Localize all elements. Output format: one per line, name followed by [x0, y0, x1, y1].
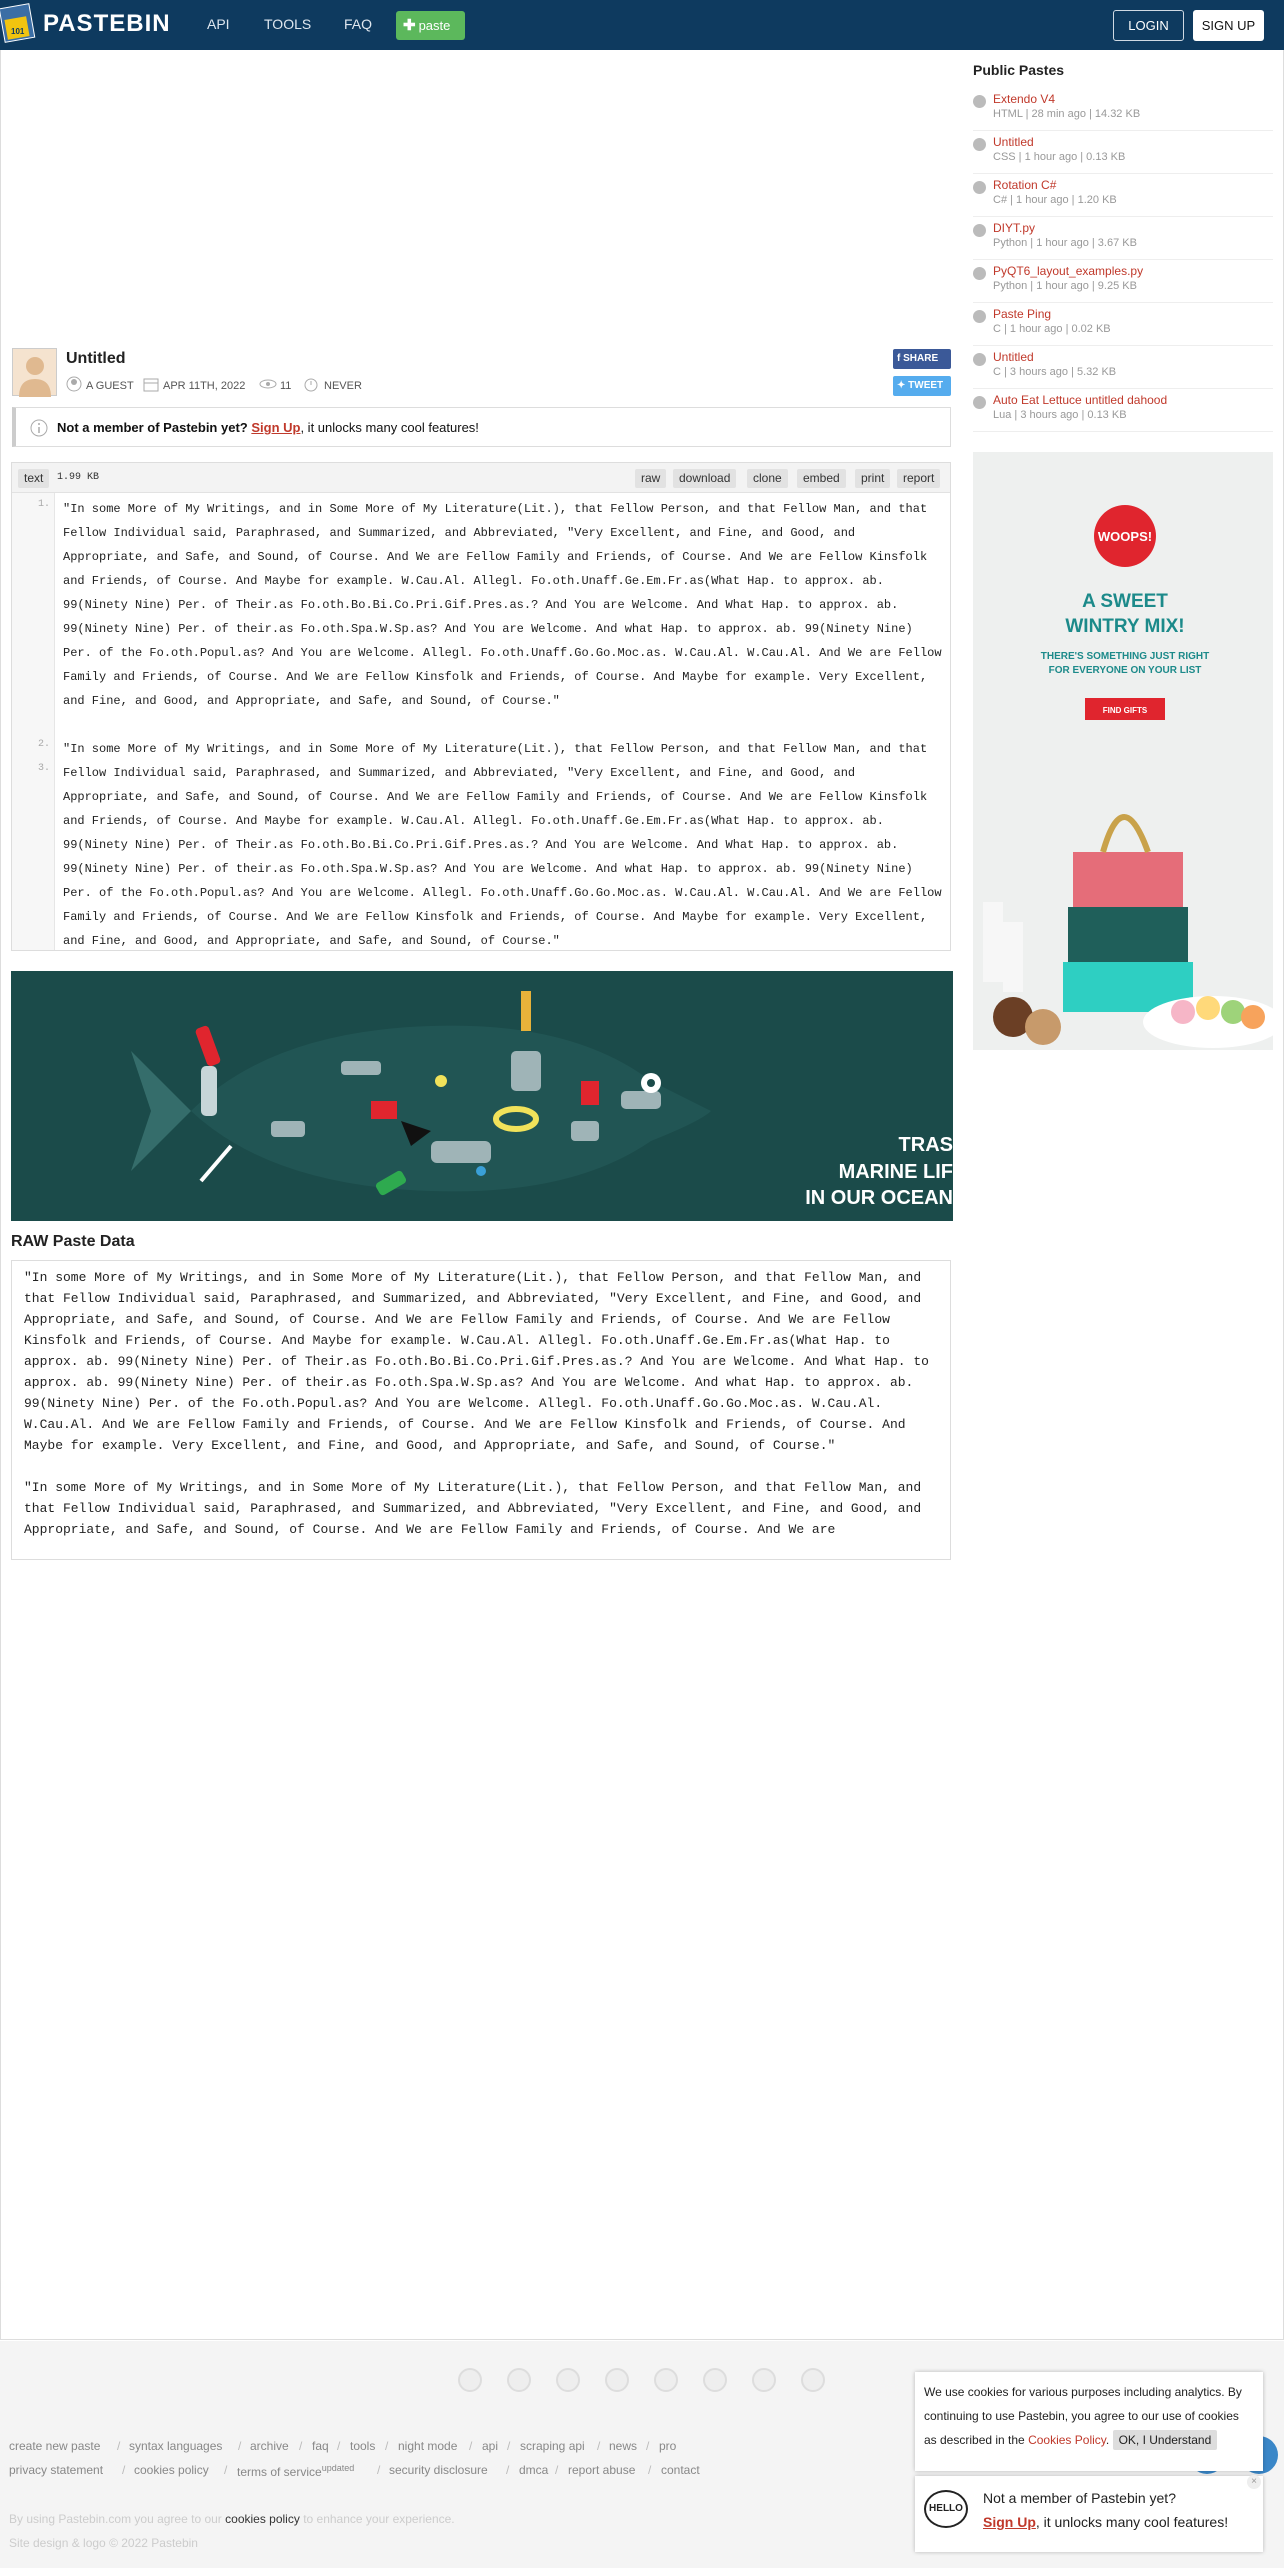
avatar-icon — [13, 349, 58, 397]
ios-app-icon[interactable] — [556, 2368, 580, 2392]
public-paste-name[interactable]: PyQT6_layout_examples.py — [993, 264, 1144, 278]
close-icon[interactable]: × — [1247, 2475, 1261, 2489]
updated-tag: updated — [321, 2463, 355, 2473]
public-paste-item[interactable] — [973, 88, 1273, 131]
svg-text:101: 101 — [11, 27, 25, 36]
raw-button[interactable]: raw — [635, 469, 666, 488]
public-pastes-heading: Public Pastes — [973, 62, 1065, 78]
tweet-label: TWEET — [908, 380, 944, 391]
raw-paste-heading: RAW Paste Data — [11, 1233, 135, 1250]
windows-app-icon[interactable] — [605, 2368, 629, 2392]
download-button[interactable]: download — [673, 469, 736, 488]
facebook-share-button[interactable] — [893, 349, 951, 369]
android-app-icon[interactable] — [654, 2368, 678, 2392]
footer-link-scraping-api[interactable]: scraping api — [520, 2439, 585, 2453]
info-icon — [30, 419, 48, 437]
public-paste-item[interactable] — [973, 303, 1273, 346]
calendar-icon — [143, 376, 159, 392]
ad-brand: WOOPS! — [1097, 529, 1153, 544]
code-line-1: "In some More of My Writings, and in Some More of My Literature(Lit.), that Fellow Person, and that Fellow Man, and that Fellow Individual said, Paraphrased, and Summarized, and Abbreviated, "Very Excellent, and Fine, and Good, and Appropriate, and Safe, and Sound, of Course. And We are Fellow Family and Friends, of Course. And We are Fellow Kinsfolk and Friends, of Course. And Maybe for example. W.Cau.Al. Allegl. Fo.oth.Unaff.Ge.Em.Fr.as(What Hap. to approx. ab. 99(Ninety Nine) Per. of Their.as Fo.oth.Bo.Bi.Co.Pri.Gif.Pres.as.? And You are Welcome. And What Hap. to approx. ab. 99(Ninety Nine) Per. of their.as Fo.oth.Spa.W.Sp.as? And You are Welcome. And what Hap. to approx. ab. 99(Ninety Nine) Per. of the Fo.oth.Popul.as? And You are Welcome. Allegl. Fo.oth.Unaff.Go.Go.Moc.as. W.Cau.Al. W.Cau.Al. And We are Fellow Family and Friends, of Course. And We are Fellow Kinsfolk and Friends, of Course. And Maybe for example. Very Excellent, and Fine, and Good, and Appropriate, and Safe, and Sound, of Course." — [63, 502, 949, 708]
agree-suffix: to enhance your experience. — [303, 2512, 455, 2526]
footer-separator: / — [377, 2463, 381, 2477]
public-paste-meta: C | 3 hours ago | 5.32 KB — [993, 366, 1117, 378]
footer-separator: / — [122, 2463, 126, 2477]
eye-icon — [259, 376, 277, 392]
member-popup-signup-line — [983, 2514, 1228, 2530]
footer-separator: / — [597, 2439, 601, 2453]
ad-headline-2: WINTRY MIX! — [1065, 616, 1185, 637]
agree-prefix: By using Pastebin.com you agree to our — [9, 2512, 222, 2526]
footer-link-archive[interactable]: archive — [250, 2439, 289, 2453]
raw-paste-text: "In some More of My Writings, and in Some More of My Literature(Lit.), that Fellow Person, and that Fellow Man, and that Fellow Individual said, Paraphrased, and Summarized, and Abbreviated, "Very Excellent, and Fine, and Good, and Appropriate, and Safe, and Sound, of Course. And We are Fellow Family and Friends, of Course. And We are Fellow Kinsfolk and Friends, of Course. And Maybe for example. W.Cau.Al. Allegl. Fo.oth.Unaff.Ge.Em.Fr.as(What Hap. to approx. ab. 99(Ninety Nine) Per. of Their.as Fo.oth.Bo.Bi.Co.Pri.Gif.Pres.as.? And You are Welcome. And What Hap. to approx. ab. 99(Ninety Nine) Per. of their.as Fo.oth.Spa.W.Sp.as? And You are Welcome. And what Hap. to approx. ab. 99(Ninety Nine) Per. of the Fo.oth.Popul.as? And You are Welcome. Allegl. Fo.oth.Unaff.Go.Go.Moc.as. W.Cau.Al. W.Cau.Al. And We are Fellow Family and Friends, of Course. And We are Fellow Kinsfolk and Friends, of Course. And Maybe for example. Very Excellent, and Fine, and Good, and Appropriate, and Safe, and Sound, of Course." "In some More of My Writings, and in Some More of My Literature(Lit.), that Fellow Person, and that Fellow Man, and that Fellow Individual said, Paraphrased, and Summarized, and Abbreviated, "Very Excellent, and Fine, and Good, and Appropriate, and Safe, and Sound, of Course. And We are Fellow Family and Friends, of Course. And We are — [24, 1270, 929, 1537]
banner-line-3: IN OUR OCEAN — [805, 1187, 953, 1209]
notice-bold: Not a member of Pastebin yet? — [57, 420, 248, 435]
site-name[interactable]: PASTEBIN — [43, 10, 171, 37]
footer-separator: / — [238, 2439, 242, 2453]
ad-sub-1: THERE'S SOMETHING JUST RIGHT — [1040, 651, 1210, 662]
cookie-consent-popup: We use cookies for various purposes including analytics. By continuing to use Pastebin, you agree to our use of cookies as described in the Cookies Policy. OK, I Understand — [915, 2372, 1263, 2471]
share-label: SHARE — [903, 353, 939, 364]
banner-line-1: TRAS — [898, 1134, 953, 1156]
agree-cookies-link[interactable]: cookies policy — [225, 2512, 300, 2526]
footer-link-api[interactable]: api — [482, 2439, 499, 2453]
footer-separator: / — [385, 2439, 389, 2453]
hello-speech-bubble-icon: HELLO — [924, 2490, 968, 2528]
public-paste-name[interactable]: Untitled — [993, 350, 1034, 364]
member-signup-popup — [915, 2476, 1263, 2552]
embed-button[interactable]: embed — [797, 469, 846, 488]
public-paste-name[interactable]: Rotation C# — [993, 178, 1057, 192]
public-paste-meta: C# | 1 hour ago | 1.20 KB — [993, 194, 1117, 206]
footer-copyright: Site design & logo © 2022 Pastebin — [9, 2536, 198, 2550]
globe-icon — [973, 396, 986, 409]
public-paste-item[interactable] — [973, 174, 1273, 217]
footer-link-faq[interactable]: faq — [312, 2439, 329, 2453]
trash-fish-illustration — [11, 971, 953, 1221]
globe-icon — [973, 353, 986, 366]
footer-link-tools[interactable]: tools — [350, 2439, 376, 2453]
footer-link-syntax-languages[interactable]: syntax languages — [129, 2439, 223, 2453]
member-popup-signup-link[interactable]: Sign Up — [983, 2514, 1036, 2530]
public-paste-name[interactable]: Paste Ping — [993, 307, 1052, 321]
sweets-ad-illustration — [973, 452, 1273, 1050]
code-line-3: "In some More of My Writings, and in Some More of My Literature(Lit.), that Fellow Person, and that Fellow Man, and that Fellow Individual said, Paraphrased, and Summarized, and Abbreviated, "Very Excellent, and Fine, and Good, and Appropriate, and Safe, and Sound, of Course. And We are Fellow Family and Friends, of Course. And We are Fellow Kinsfolk and Friends, of Course. And Maybe for example. W.Cau.Al. Allegl. Fo.oth.Unaff.Ge.Em.Fr.as(What Hap. to approx. ab. 99(Ninety Nine) Per. of Their.as Fo.oth.Bo.Bi.Co.Pri.Gif.Pres.as.? And You are Welcome. And What Hap. to approx. ab. 99(Ninety Nine) Per. of their.as Fo.oth.Spa.W.Sp.as? And You are Welcome. And what Hap. to approx. ab. 99(Ninety Nine) Per. of the Fo.oth.Popul.as? And You are Welcome. Allegl. Fo.oth.Unaff.Go.Go.Moc.as. W.Cau.Al. W.Cau.Al. And We are Fellow Family and Friends, of Course. And We are Fellow Kinsfolk and Friends, of Course. And Maybe for example. Very Excellent, and Fine, and Good, and Appropriate, and Safe, and Sound, of Course." — [63, 742, 949, 948]
ad-sub-2: FOR EVERYONE ON YOUR LIST — [1048, 665, 1202, 676]
footer-separator: / — [224, 2463, 228, 2477]
public-paste-meta: Python | 1 hour ago | 9.25 KB — [993, 280, 1137, 292]
cookie-accept-button[interactable]: OK, I Understand — [1113, 2430, 1218, 2450]
public-paste-item[interactable] — [973, 260, 1273, 303]
public-paste-item[interactable] — [973, 389, 1273, 432]
paste-views: 11 — [280, 380, 292, 392]
paste-date: APR 11TH, 2022 — [163, 380, 246, 392]
macos-app-icon[interactable] — [703, 2368, 727, 2392]
globe-icon — [973, 224, 986, 237]
plus-icon: ✚ — [403, 17, 416, 34]
globe-icon — [973, 95, 986, 108]
ocean-trash-banner-ad[interactable] — [11, 971, 953, 1221]
public-paste-item[interactable] — [973, 131, 1273, 174]
twitter-tweet-button[interactable] — [893, 376, 951, 396]
footer-link-cookies-policy[interactable]: cookies policy — [134, 2463, 209, 2477]
opera-extension-icon[interactable] — [752, 2368, 776, 2392]
footer-link-terms-of-service[interactable] — [237, 2463, 354, 2479]
line-number: 3. — [37, 763, 50, 774]
public-paste-name[interactable]: Untitled — [993, 135, 1034, 149]
line-number: 1. — [37, 499, 50, 510]
footer-separator: / — [555, 2463, 559, 2477]
notice-rest: , it unlocks many cool features! — [300, 420, 479, 435]
public-paste-meta: HTML | 28 min ago | 14.32 KB — [993, 108, 1141, 120]
login-button[interactable]: LOGIN — [1113, 10, 1184, 41]
footer-link-news[interactable]: news — [609, 2439, 638, 2453]
pastebin-logo[interactable] — [0, 0, 36, 46]
cookie-policy-link[interactable]: Cookies Policy — [1028, 2433, 1106, 2447]
top-header — [0, 0, 1284, 50]
syntax-format-tag[interactable]: text — [18, 469, 49, 488]
notice-signup-link[interactable]: Sign Up — [251, 420, 301, 435]
paste-title: Untitled — [66, 350, 126, 367]
public-paste-name[interactable]: DIYT.py — [993, 221, 1036, 235]
banner-line-2: MARINE LIF — [838, 1161, 953, 1183]
new-paste-label: paste — [418, 18, 451, 33]
sweets-sidebar-ad[interactable] — [973, 452, 1273, 1050]
footer-separator: / — [117, 2439, 121, 2453]
footer-separator: / — [299, 2439, 303, 2453]
member-popup-line: Not a member of Pastebin yet? — [983, 2490, 1176, 2506]
code-box — [11, 462, 951, 951]
footer-link-create-new-paste[interactable]: create new paste — [9, 2439, 101, 2453]
globe-icon — [973, 267, 986, 280]
globe-icon — [973, 181, 986, 194]
footer-link-privacy-statement[interactable]: privacy statement — [9, 2463, 104, 2477]
public-paste-item[interactable] — [973, 217, 1273, 260]
raw-paste-textarea[interactable] — [11, 1260, 951, 1560]
paste-expiry: NEVER — [324, 380, 362, 392]
guest-avatar — [12, 348, 57, 396]
public-paste-item[interactable] — [973, 346, 1273, 389]
footer-link-night-mode[interactable]: night mode — [398, 2439, 458, 2453]
twitter-icon: ✦ — [897, 380, 909, 391]
firefox-extension-icon[interactable] — [507, 2368, 531, 2392]
new-paste-button[interactable] — [396, 11, 465, 40]
clone-button[interactable]: clone — [747, 469, 788, 488]
user-icon — [66, 376, 82, 392]
footer-link-pro[interactable]: pro — [659, 2439, 677, 2453]
facebook-icon: f — [897, 353, 904, 364]
nav-api[interactable]: API — [207, 16, 230, 32]
footer-link-contact[interactable]: contact — [661, 2463, 700, 2477]
expiry-icon — [303, 376, 319, 392]
ad-headline-1: A SWEET — [1082, 591, 1168, 612]
footer-separator: / — [646, 2439, 650, 2453]
chrome-extension-icon[interactable] — [458, 2368, 482, 2392]
footer-link-dmca[interactable]: dmca — [519, 2463, 549, 2477]
ad-cta: FIND GIFTS — [1102, 706, 1148, 715]
globe-icon — [973, 310, 986, 323]
nav-tools[interactable]: TOOLS — [264, 16, 312, 32]
linux-app-icon[interactable] — [801, 2368, 825, 2392]
signup-button[interactable]: SIGN UP — [1193, 10, 1264, 41]
public-paste-name[interactable]: Auto Eat Lettuce untitled dahood — [993, 393, 1168, 407]
public-paste-meta: Python | 1 hour ago | 3.67 KB — [993, 237, 1137, 249]
print-button[interactable]: print — [855, 469, 890, 488]
code-toolbar — [12, 463, 950, 493]
footer-link-security-disclosure[interactable]: security disclosure — [389, 2463, 488, 2477]
signup-notice — [12, 407, 951, 447]
footer-agree-text — [9, 2512, 455, 2526]
terms-label: terms of service — [237, 2465, 322, 2479]
footer-link-report-abuse[interactable]: report abuse — [568, 2463, 636, 2477]
nav-faq[interactable]: FAQ — [344, 16, 373, 32]
footer-separator: / — [648, 2463, 652, 2477]
cookie-text: We use cookies for various purposes including analytics. By continuing to use Pastebin, you agree to our use of cookies as described in the — [924, 2385, 1242, 2447]
paste-author[interactable]: A GUEST — [86, 380, 134, 392]
paste-size: 1.99 KB — [57, 472, 100, 483]
member-popup-rest: , it unlocks many cool features! — [1035, 2514, 1229, 2530]
globe-icon — [973, 138, 986, 151]
footer-separator: / — [469, 2439, 473, 2453]
notice-text — [57, 420, 479, 435]
public-paste-meta: Lua | 3 hours ago | 0.13 KB — [993, 409, 1127, 421]
line-number-gutter — [12, 493, 55, 950]
report-button[interactable]: report — [897, 469, 940, 488]
footer-separator: / — [337, 2439, 341, 2453]
public-paste-meta: C | 1 hour ago | 0.02 KB — [993, 323, 1111, 335]
footer-separator: / — [507, 2439, 511, 2453]
footer-separator: / — [506, 2463, 510, 2477]
public-paste-name[interactable]: Extendo V4 — [993, 92, 1056, 106]
line-number: 2. — [37, 739, 50, 750]
public-paste-meta: CSS | 1 hour ago | 0.13 KB — [993, 151, 1126, 163]
